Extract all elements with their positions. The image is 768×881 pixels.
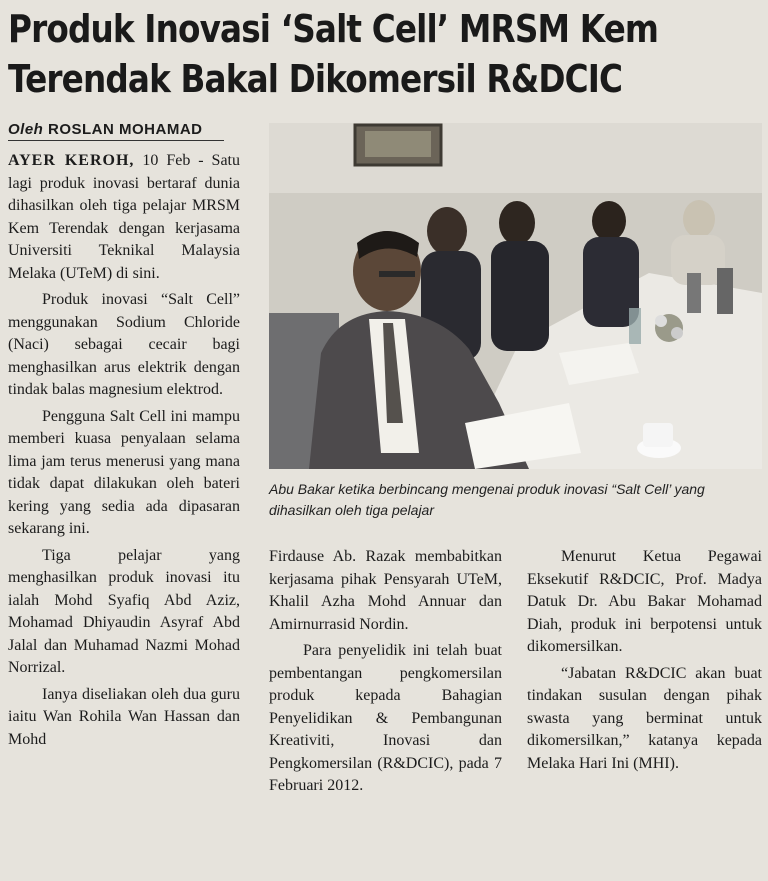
paragraph-1 [8, 150, 240, 285]
byline-rule [8, 140, 224, 141]
paragraph-3: Pengguna Salt Cell ini mampu memberi kuasa penyalaan selama lima jam terus menerusi yang mana tidak dapat dilakukan oleh bateri kering yang sedia ada dipasaran sekarang ini. [8, 407, 240, 537]
headline-line-2: Terendak Bakal Dikomersil R&DCIC [8, 57, 623, 101]
paragraph-9: “Jabatan R&DCIC akan buat tindakan susulan dengan pihak swasta yang berminat untuk dikomersilkan,” katanya kepada Melaka Hari Ini (MHI). [527, 664, 762, 772]
article-column-1 [8, 150, 240, 755]
byline [8, 121, 203, 138]
paragraph-2: Produk inovasi “Salt Cell” menggunakan Sodium Chloride (Naci) sebagai cecair bagi menghasilkan arus elektrik dengan tindak balas magnesium elektrod. [8, 291, 240, 398]
byline-prefix: Oleh [8, 121, 44, 138]
paragraph-6: Firdause Ab. Razak membabitkan kerjasama pihak Pensyarah UTeM, Khalil Azha Mohd Annuar dan Amirnurrasid Nordin. [269, 548, 502, 633]
photo-caption: Abu Bakar ketika berbincang mengenai produk inovasi “Salt Cell’ yang dihasilkan oleh tiga pelajar [269, 481, 705, 518]
paragraph-7: Para penyelidik ini telah buat pembentangan pengkomersilan produk kepada Bahagian Penyelidikan & Pembangunan Kreativiti, Inovasi dan Pengkomersilan (R&DCIC), pada 7 Februari 2012. [269, 642, 502, 794]
byline-author: ROSLAN MOHAMAD [48, 121, 203, 138]
article-column-3 [527, 546, 762, 779]
paragraph-8: Menurut Ketua Pegawai Eksekutif R&DCIC, Prof. Madya Datuk Dr. Abu Bakar Mohamad Diah, produk ini berpotensi untuk dikomersilkan. [527, 548, 762, 655]
article-column-2 [269, 546, 502, 802]
paragraph-4: Tiga pelajar yang menghasilkan produk inovasi itu ialah Mohd Syafiq Abd Aziz, Mohamad Dhiyaudin Asyraf Abd Jalal dan Muhamad Nazmi Mohad Norrizal. [8, 546, 240, 676]
news-photo [269, 123, 762, 469]
photo-illustration [269, 123, 762, 469]
paragraph-1-text: 10 Feb - Satu lagi produk inovasi bertaraf dunia dihasilkan oleh tiga pelajar MRSM Kem Terendak dengan kerjasama Universiti Teknikal Malaysia Melaka (UTeM) di sini. [8, 152, 241, 282]
paragraph-5: Ianya diseliakan oleh dua guru iaitu Wan Rohila Wan Hassan dan Mohd [8, 685, 240, 748]
headline [8, 4, 659, 104]
dateline: AYER KEROH, [8, 152, 135, 169]
headline-line-1: Produk Inovasi ‘Salt Cell’ MRSM Kem [8, 7, 659, 51]
